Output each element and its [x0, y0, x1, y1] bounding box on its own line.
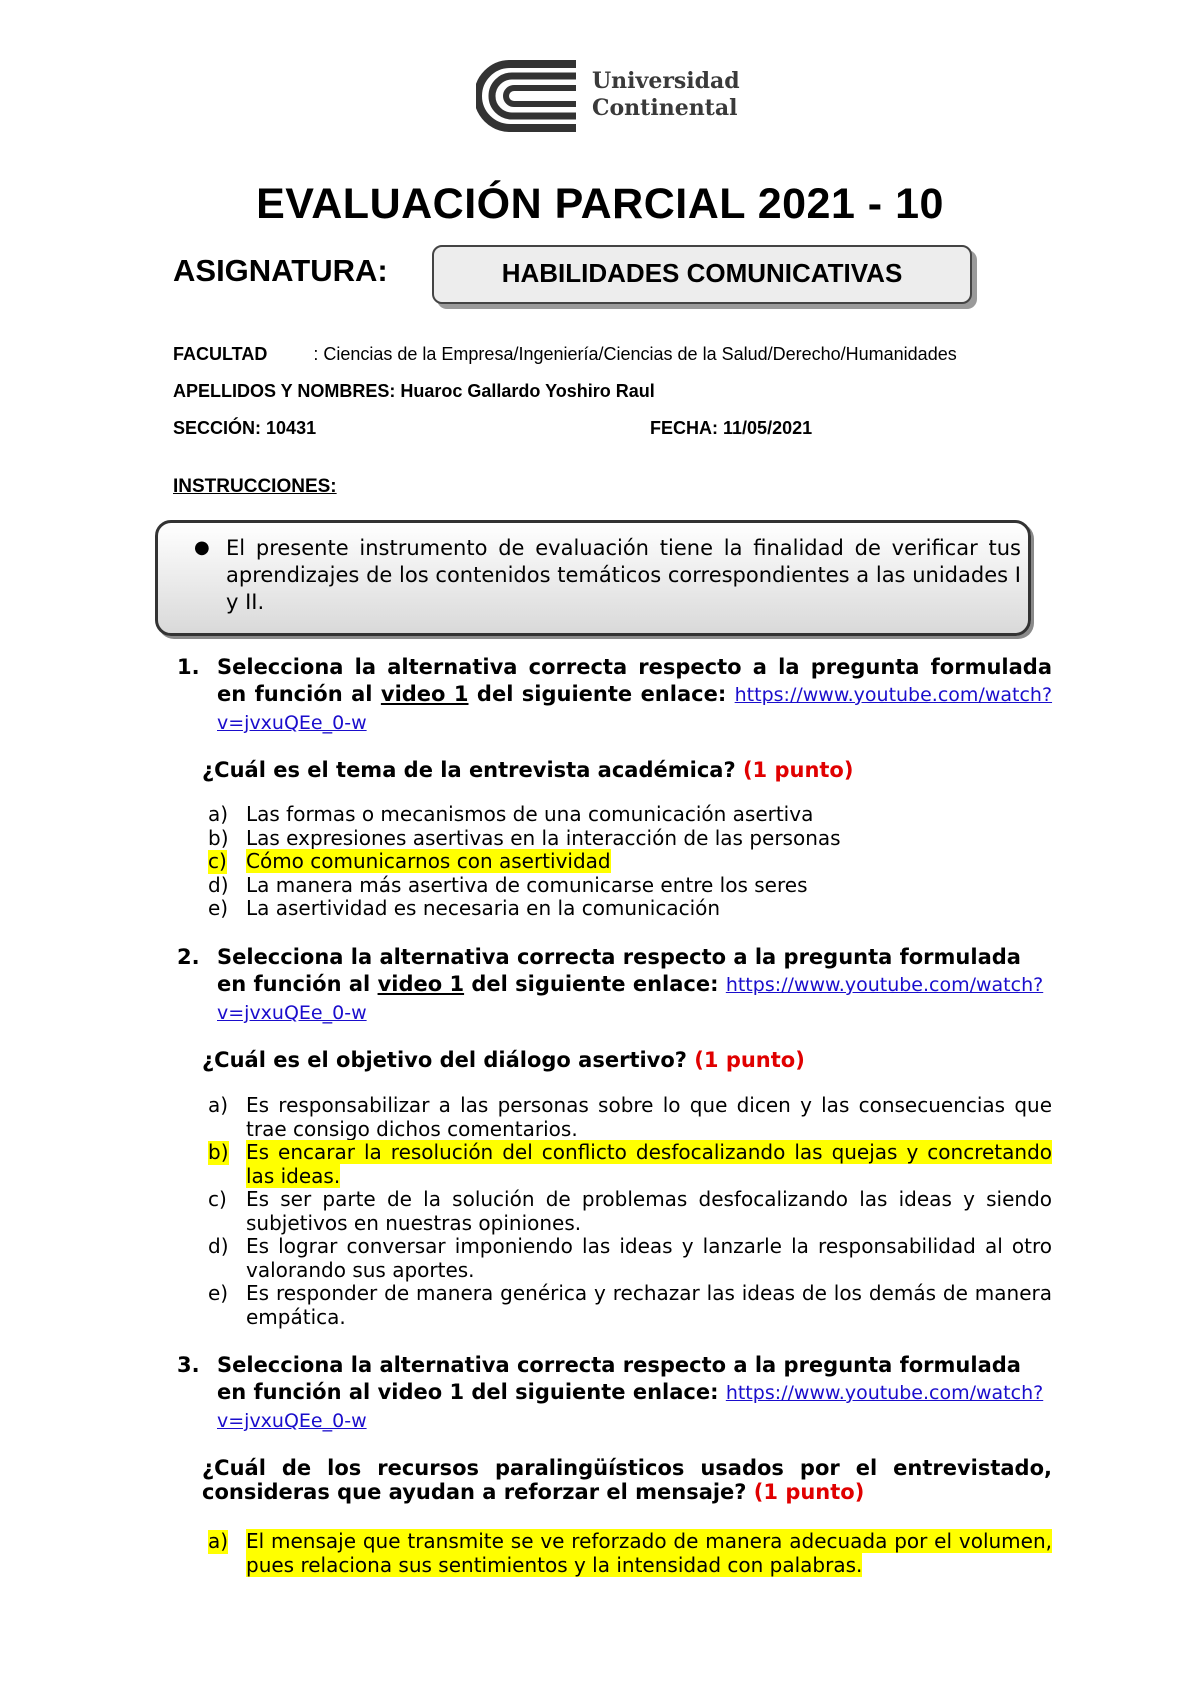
- option-a[interactable]: [208, 1094, 1052, 1141]
- question-text: ¿Cuál es el objetivo del diálogo asertivo?: [202, 1048, 687, 1072]
- question-2: [177, 944, 1052, 1027]
- nombres-row: [173, 381, 655, 402]
- option-text: Es responder de manera genérica y rechazar las ideas de los demás de manera empática.: [246, 1281, 1052, 1329]
- option-letter: d): [208, 872, 229, 897]
- question-mid: del siguiente enlace:: [471, 972, 719, 996]
- option-letter: c): [208, 1187, 227, 1211]
- facultad-value: : Ciencias de la Empresa/Ingeniería/Ciencias de la Salud/Derecho/Humanidades: [313, 344, 957, 364]
- instrucciones-text: El presente instrumento de evaluación tiene la finalidad de verificar tus aprendizajes de los contenidos temáticos correspondientes a las unidades I y II.: [226, 536, 1021, 614]
- logo-line-2: Continental: [592, 95, 738, 121]
- seccion-row: [173, 418, 316, 439]
- points-badge: (1 punto): [694, 1048, 805, 1072]
- question-number: 1.: [177, 655, 200, 679]
- option-letter: e): [208, 896, 229, 920]
- facultad-label: FACULTAD: [173, 344, 268, 364]
- video-ref: video 1: [377, 1380, 465, 1404]
- option-letter: e): [208, 1281, 229, 1305]
- logo-line-1: Universidad: [592, 68, 740, 94]
- question-intro: Selecciona la alternativa correcta respecto a la pregunta formulada en función al: [217, 655, 1052, 706]
- option-letter: a): [208, 1529, 229, 1553]
- option-text: Es ser parte de la solución de problemas desfocalizando las ideas y siendo subjetivos en nuestras opiniones.: [246, 1187, 1052, 1235]
- question-text: ¿Cuál de los recursos paralingüísticos usados por el entrevistado, consideras que ayudan a reforzar el mensaje?: [202, 1456, 1052, 1504]
- question-3-options: [208, 1530, 1052, 1577]
- option-text: Es responsabilizar a las personas sobre lo que dicen y las consecuencias que trae consigo dichos comentarios.: [246, 1093, 1052, 1141]
- question-intro: Selecciona la alternativa correcta respecto a la pregunta formulada en función al: [217, 945, 1021, 996]
- question-3: [177, 1352, 1052, 1435]
- nombres-label: APELLIDOS Y NOMBRES:: [173, 381, 396, 401]
- points-badge: (1 punto): [742, 758, 854, 782]
- option-text: El mensaje que transmite se ve reforzado de manera adecuada por el volumen, pues relaciona sus sentimientos y la intensidad con palabras.: [246, 1529, 1052, 1577]
- question-3-text: [202, 1456, 1052, 1504]
- question-mid: del siguiente enlace:: [476, 682, 727, 706]
- question-mid: del siguiente enlace:: [471, 1380, 719, 1404]
- option-d[interactable]: [208, 1235, 1052, 1282]
- question-1-text: [202, 758, 1052, 782]
- question-prompt: [217, 944, 1052, 1027]
- option-letter: a): [208, 802, 229, 826]
- option-text: Las expresiones asertivas en la interacción de las personas: [246, 825, 841, 850]
- option-text: Es lograr conversar imponiendo las ideas y lanzarle la responsabilidad al otro valorando sus aportes.: [246, 1234, 1052, 1282]
- question-prompt: [217, 1352, 1052, 1435]
- option-letter: d): [208, 1234, 229, 1258]
- option-a[interactable]: [208, 803, 1052, 827]
- option-text: Las formas o mecanismos de una comunicación asertiva: [246, 802, 814, 826]
- seccion-label: SECCIÓN:: [173, 418, 262, 438]
- question-2-options: [208, 1094, 1052, 1329]
- asignatura-value: HABILIDADES COMUNICATIVAS: [501, 258, 903, 288]
- option-a[interactable]: [208, 1530, 1052, 1577]
- fecha-value: 11/05/2021: [723, 418, 813, 438]
- question-number: 2.: [177, 945, 200, 969]
- logo-mark-icon: [476, 60, 586, 132]
- option-letter: b): [208, 825, 229, 850]
- page-title: EVALUACIÓN PARCIAL 2021 - 10: [256, 180, 944, 228]
- nombres-value: Huaroc Gallardo Yoshiro Raul: [400, 381, 655, 401]
- option-b[interactable]: [208, 827, 1052, 851]
- option-text: La manera más asertiva de comunicarse entre los seres: [246, 872, 808, 897]
- option-text: La asertividad es necesaria en la comunicación: [246, 896, 721, 920]
- option-letter: b): [208, 1140, 229, 1164]
- instrucciones-label: INSTRUCCIONES:: [173, 476, 337, 497]
- question-1-options: [208, 803, 1052, 921]
- instrucciones-box: [155, 520, 1031, 636]
- asignatura-box: [432, 245, 972, 304]
- option-b[interactable]: [208, 1141, 1052, 1188]
- video-link[interactable]: https://www.youtube.com/watch?v=jvxuQEe_0-w: [217, 684, 1053, 734]
- video-ref: video 1: [380, 682, 469, 706]
- option-letter: c): [208, 849, 227, 873]
- asignatura-label: ASIGNATURA:: [173, 253, 388, 288]
- question-1: [177, 654, 1052, 737]
- fecha-row: [650, 418, 812, 439]
- logo-text: [592, 68, 740, 122]
- bullet-icon: ●: [194, 537, 210, 558]
- question-intro: Selecciona la alternativa correcta respecto a la pregunta formulada en función al: [217, 1353, 1021, 1404]
- facultad-row: [173, 344, 957, 365]
- option-d[interactable]: [208, 874, 1052, 898]
- video-link[interactable]: https://www.youtube.com/watch?v=jvxuQEe_0-w: [217, 974, 1044, 1024]
- option-c[interactable]: [208, 850, 1052, 874]
- option-text: Cómo comunicarnos con asertividad: [246, 849, 611, 873]
- video-ref: video 1: [377, 972, 465, 996]
- option-e[interactable]: [208, 1282, 1052, 1329]
- fecha-label: FECHA:: [650, 418, 718, 438]
- question-text: ¿Cuál es el tema de la entrevista académica?: [202, 758, 736, 782]
- video-link[interactable]: https://www.youtube.com/watch?v=jvxuQEe_0-w: [217, 1382, 1044, 1432]
- university-logo: [476, 60, 756, 132]
- points-badge: (1 punto): [753, 1480, 865, 1504]
- question-number: 3.: [177, 1353, 200, 1377]
- option-text: Es encarar la resolución del conflicto desfocalizando las quejas y concretando las ideas.: [246, 1140, 1052, 1188]
- option-c[interactable]: [208, 1188, 1052, 1235]
- seccion-value: 10431: [266, 418, 317, 438]
- option-e[interactable]: [208, 897, 1052, 921]
- option-letter: a): [208, 1093, 229, 1117]
- question-prompt: [217, 654, 1052, 737]
- question-2-text: [202, 1048, 1052, 1072]
